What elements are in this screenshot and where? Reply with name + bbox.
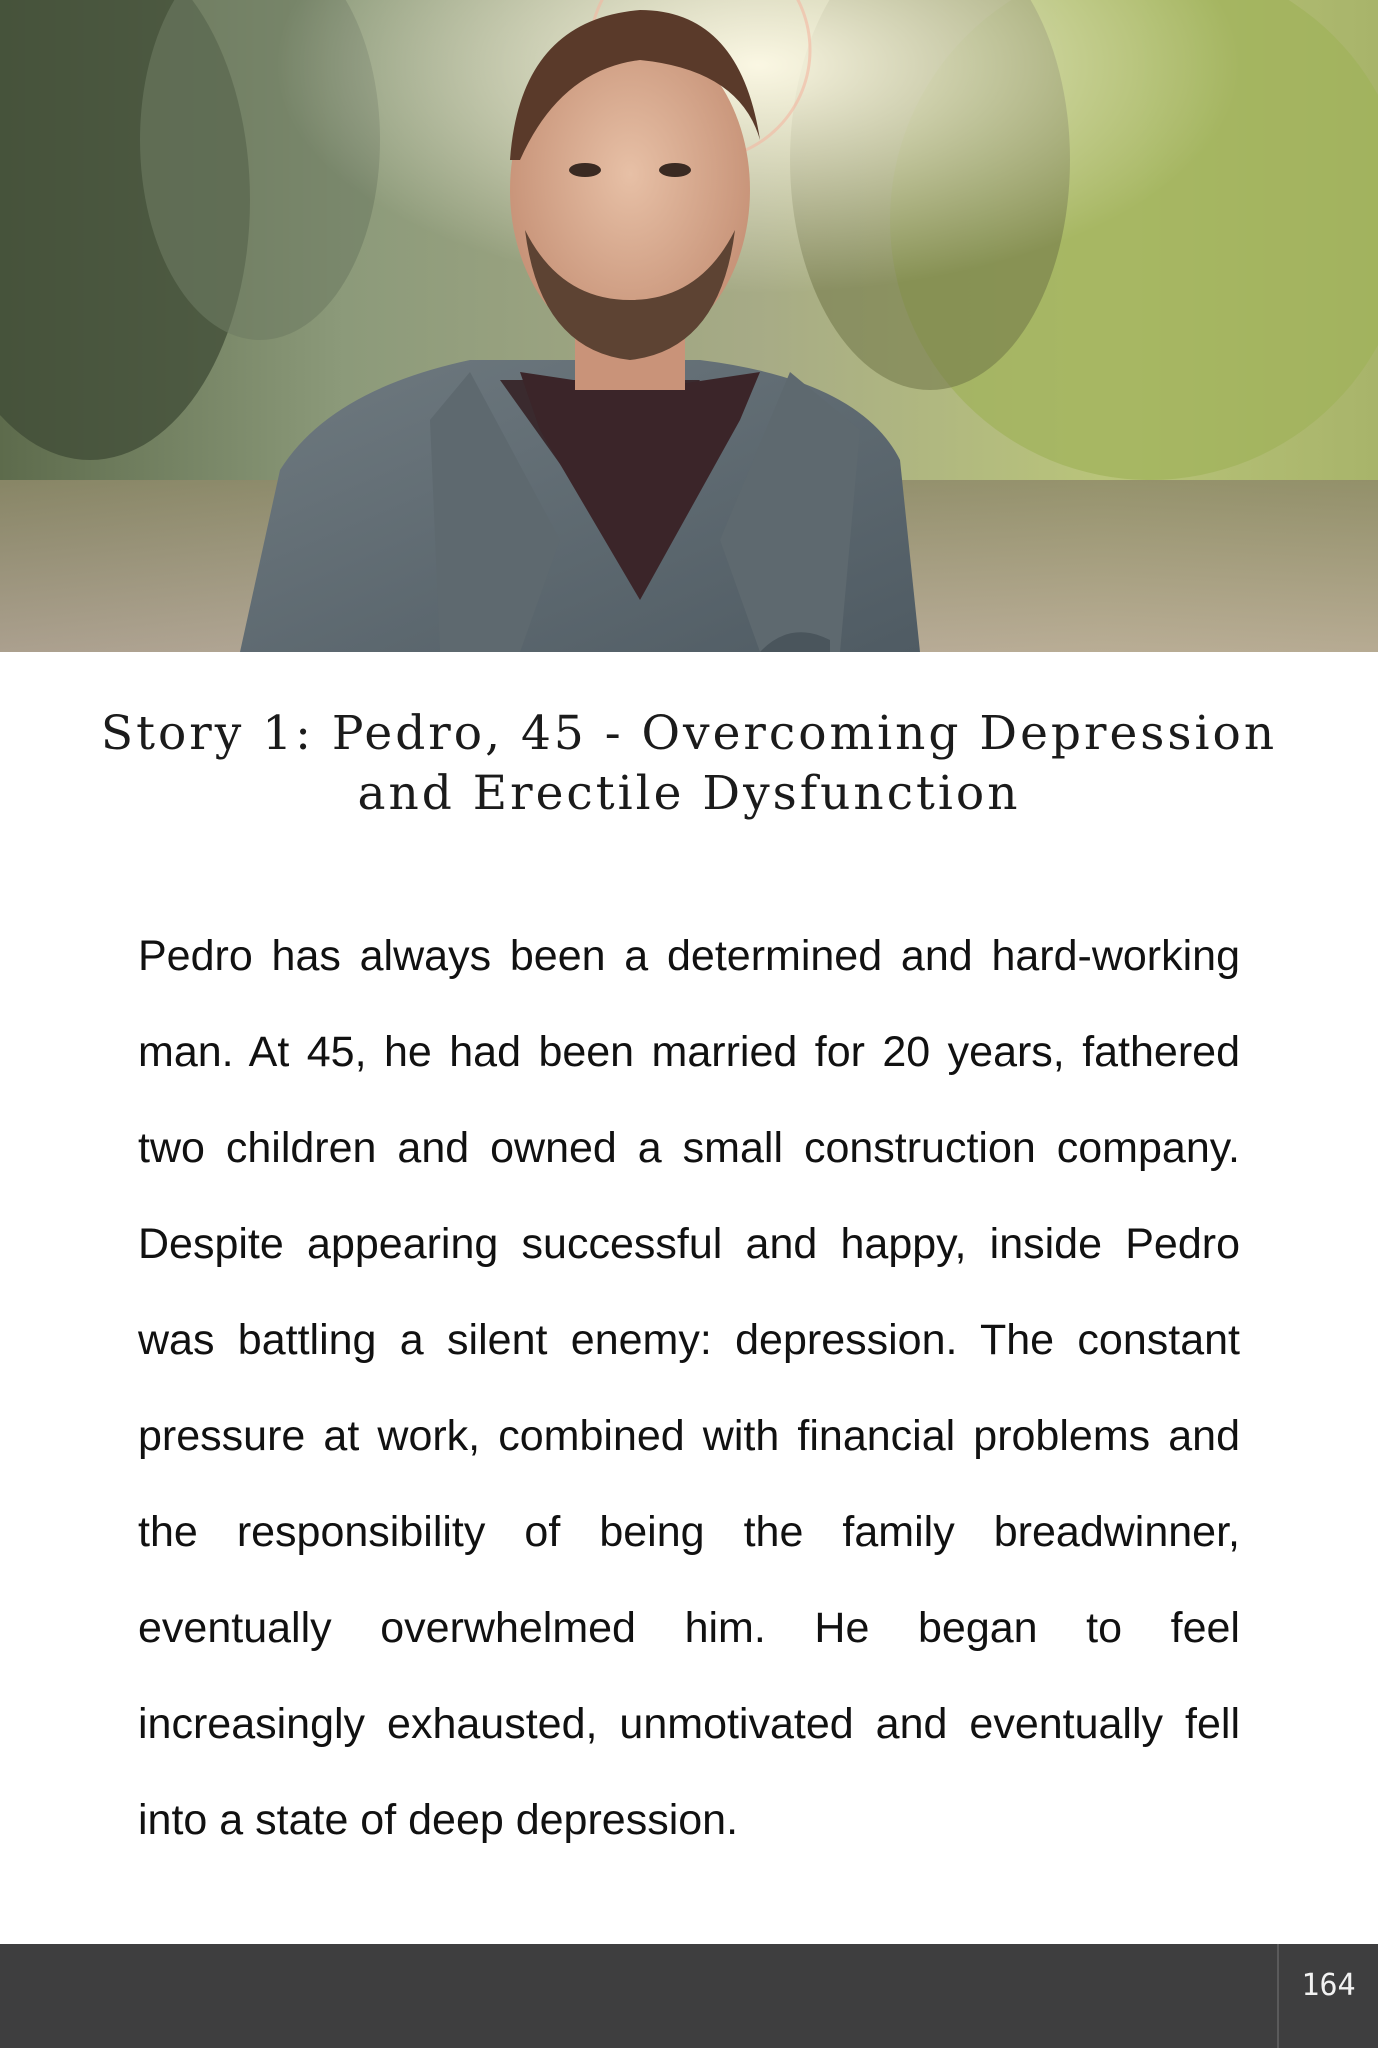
story-paragraph: Pedro has always been a determined and hard-working man. At 45, he had been married for 20 years, fathered two children and owned a small construction company. Despite appearing successful and happy, inside Pedro was battling a silent enemy: depression. The constant pressure at work, combined with financial problems and the responsibility of being the family breadwinner, eventually overwhelmed him. He began to feel increasingly exhausted, unmotivated and eventually fell into a state of deep depression.	[138, 932, 1240, 1844]
portrait-photo	[0, 0, 1378, 652]
story-title: Story 1: Pedro, 45 - Overcoming Depression and Erectile Dysfunction	[100, 706, 1278, 821]
page-footer	[0, 1944, 1378, 2048]
page-number: 164	[1301, 1968, 1356, 2003]
